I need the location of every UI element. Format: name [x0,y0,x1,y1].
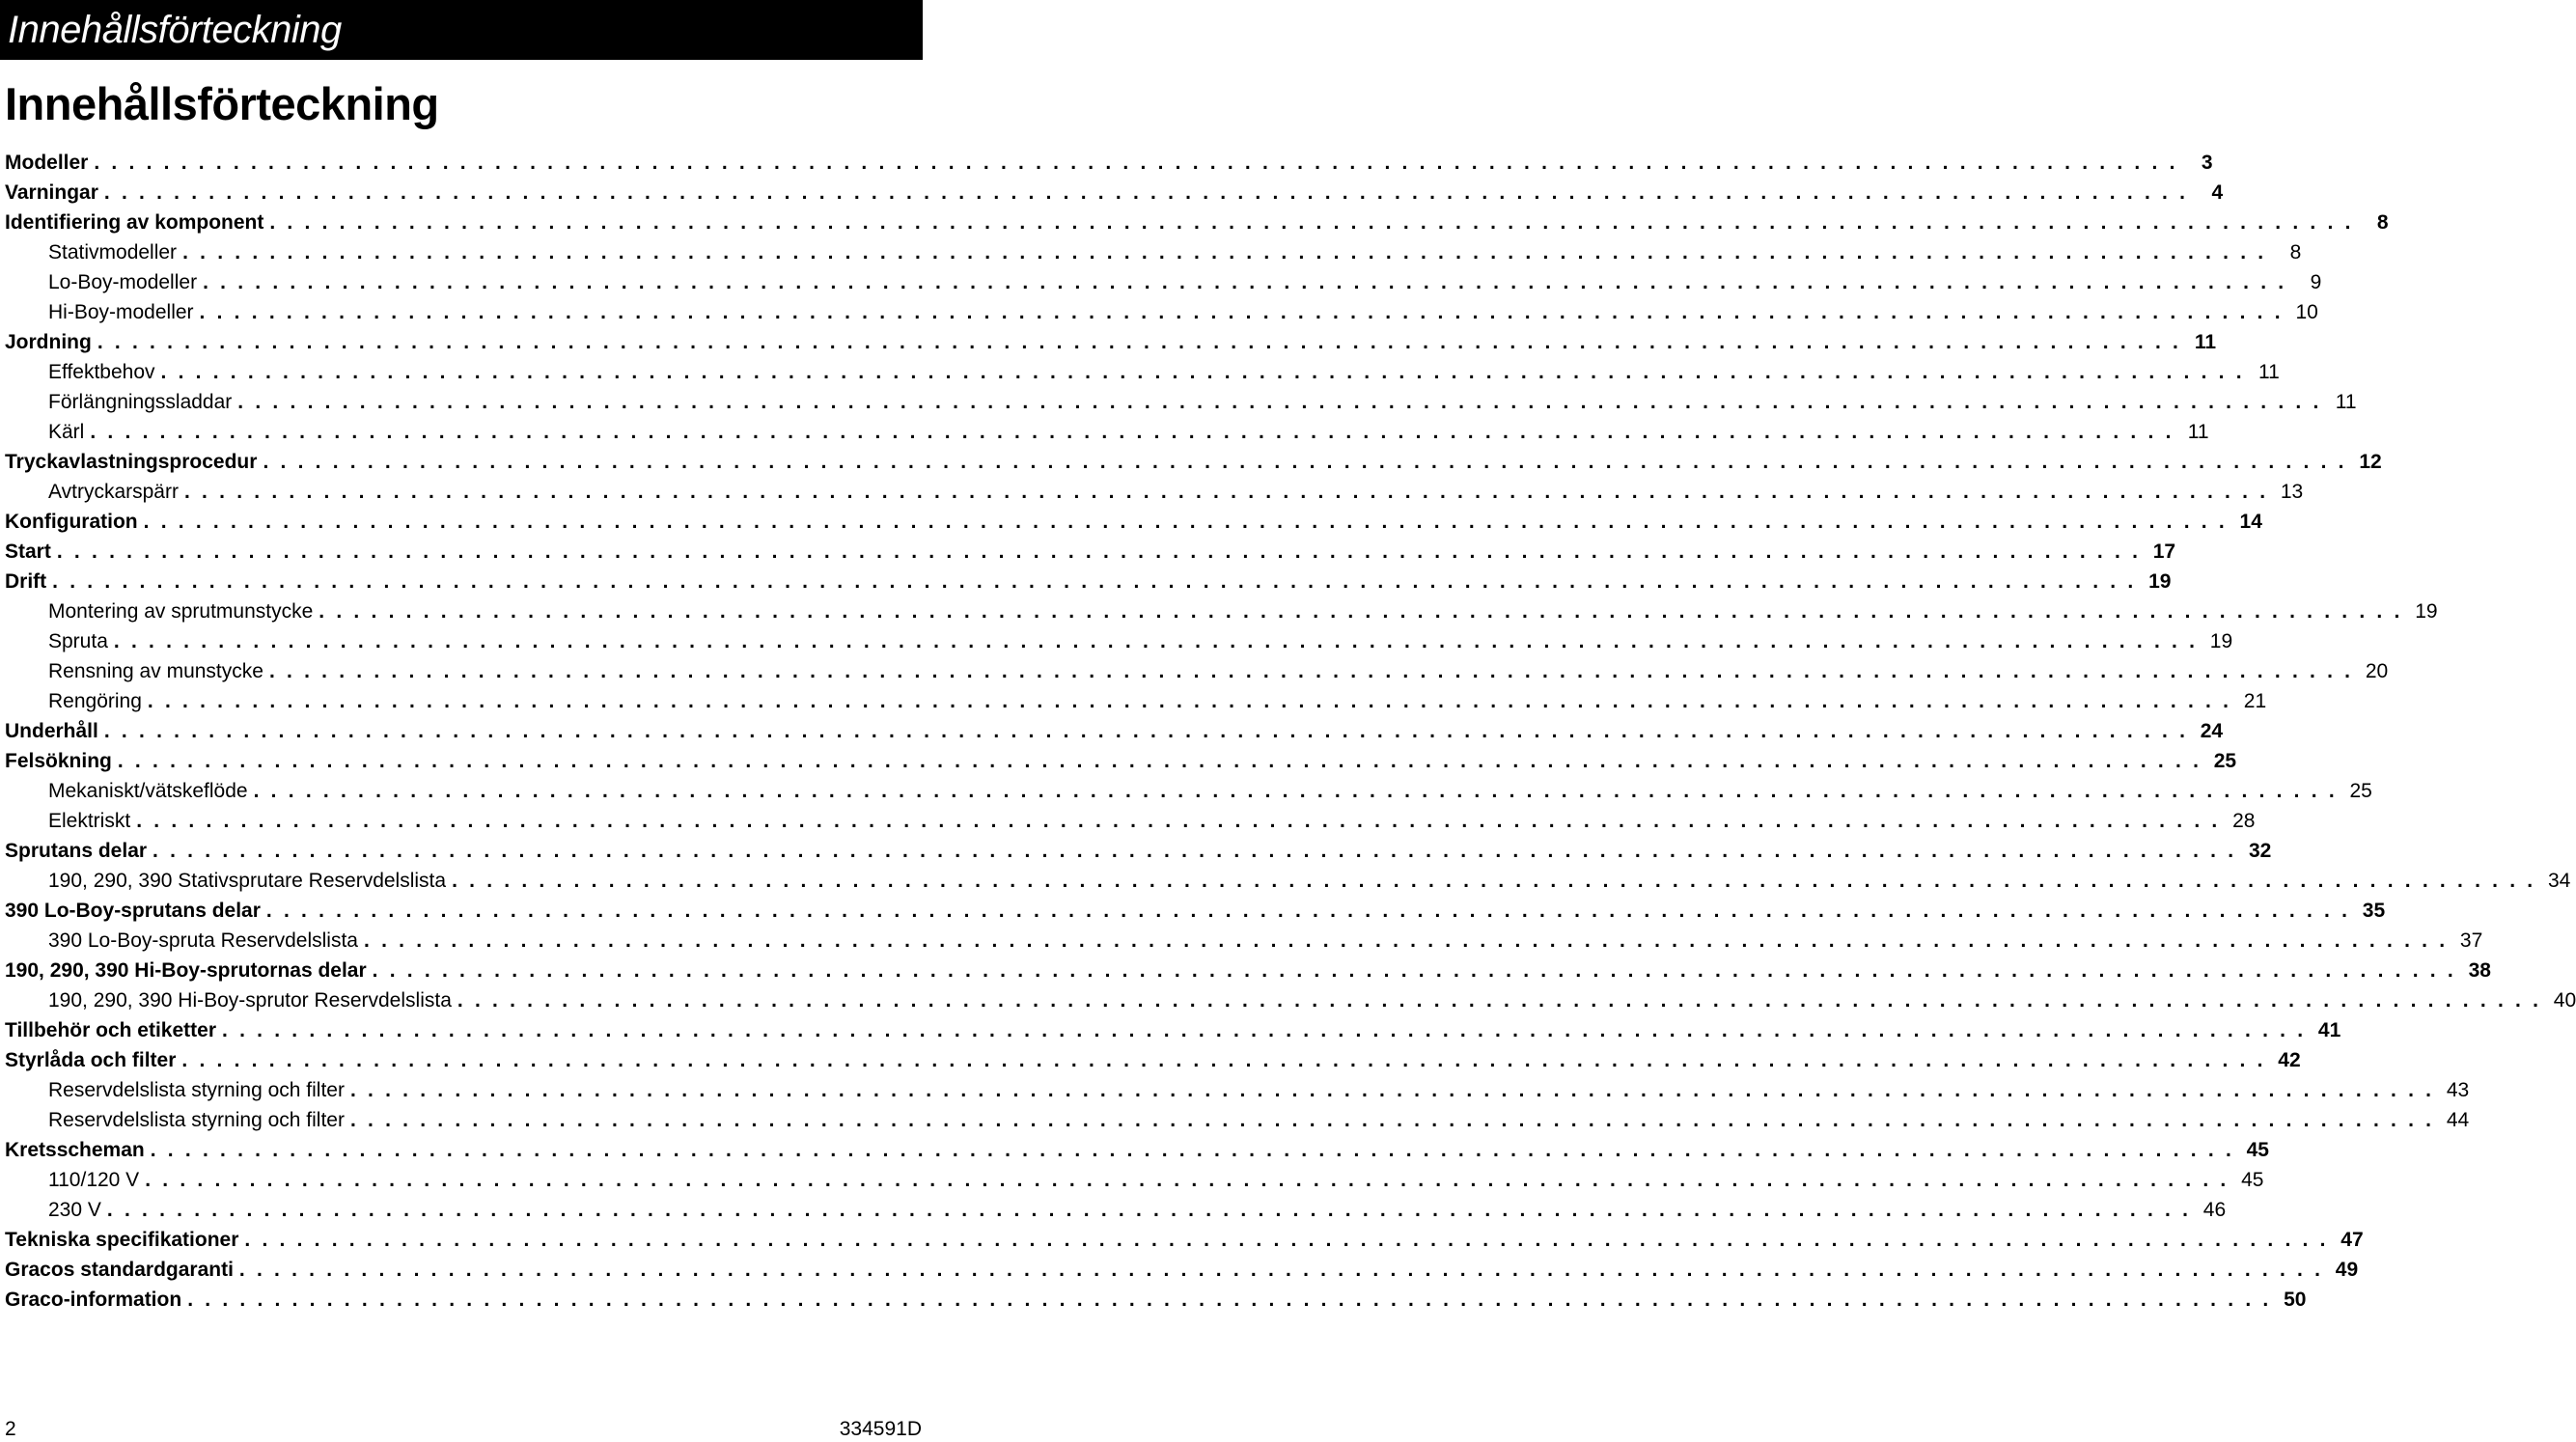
header-title: Innehållsförteckning [8,9,342,51]
toc-entry-page: 40 [2553,989,2576,1012]
toc-entry[interactable] [5,746,2237,776]
toc-entry-page: 11 [2187,421,2209,443]
toc-entry[interactable] [5,447,2382,477]
toc-entry[interactable] [5,477,2304,507]
toc-entry-page: 45 [2241,1169,2264,1191]
toc-entry-label: Gracos standardgaranti [5,1259,234,1281]
toc-entry-label: Spruta [48,630,108,652]
toc-dot-leader: . . . . . . . . . . . . . . . . . . . . . . . . . . . . . . . . . . . . . . . . . . . . . . . . . . . . . . . . . . . . . . . . . . . . . . . . . . . . . . . . . . . . . . . . . . . . . . . . . . . . . . . . . . . . . . . . . . . . . . . . [160,361,2245,383]
toc-entry[interactable] [5,956,2491,985]
toc-entry-label: Stativmodeller [48,241,178,263]
toc-entry[interactable] [5,1135,2269,1165]
toc-entry-label: 190, 290, 390 Stativsprutare Reservdelslista [48,870,447,892]
toc-entry-label: Jordning [5,331,92,353]
toc-entry[interactable] [5,896,2386,926]
toc-entry-label: Graco-information [5,1289,182,1311]
toc-entry-label: Reservdelslista styrning och filter [48,1109,345,1131]
toc-entry-page: 45 [2246,1139,2269,1161]
toc-entry-page: 11 [2194,331,2217,353]
toc-dot-leader: . . . . . . . . . . . . . . . . . . . . . . . . . . . . . . . . . . . . . . . . . . . . . . . . . . . . . . . . . . . . . . . . . . . . . . . . . . . . . . . . . . . . . . . . . . . . . . . . . . . . . . . . . . . . . . . . . . . . . . . . [237,391,2322,413]
toc-entry[interactable] [5,1225,2364,1255]
toc-entry-page: 34 [2547,870,2571,892]
toc-dot-leader: . . . . . . . . . . . . . . . . . . . . . . . . . . . . . . . . . . . . . . . . . . . . . . . . . . . . . . . . . . . . . . . . . . . . . . . . . . . . . . . . . . . . . . . . . . . . . . . . . . . . . . . . . . . . . . . . . . . . . . . . [244,1229,2329,1251]
toc-dot-leader: . . . . . . . . . . . . . . . . . . . . . . . . . . . . . . . . . . . . . . . . . . . . . . . . . . . . . . . . . . . . . . . . . . . . . . . . . . . . . . . . . . . . . . . . . . . . . . . . . . . . . . . . . . . . . . . . . . . . . . . . [143,511,2228,533]
toc-dot-leader: . . . . . . . . . . . . . . . . . . . . . . . . . . . . . . . . . . . . . . . . . . . . . . . . . . . . . . . . . . . . . . . . . . . . . . . . . . . . . . . . . . . . . . . . . . . . . . . . . . . . . . . . . . . . . . . . . . . . . . . . [56,541,2142,563]
toc-dot-leader: . . . . . . . . . . . . . . . . . . . . . . . . . . . . . . . . . . . . . . . . . . . . . . . . . . . . . . . . . . . . . . . . . . . . . . . . . . . . . . . . . . . . . . . . . . . . . . . . . . . . . . . . . . . . . . . . . . . . . . . . [94,152,2178,174]
toc-entry-page: 9 [2310,271,2322,293]
toc-dot-leader: . . . . . . . . . . . . . . . . . . . . . . . . . . . . . . . . . . . . . . . . . . . . . . . . . . . . . . . . . . . . . . . . . . . . . . . . . . . . . . . . . . . . . . . . . . . . . . . . . . . . . . . . . . . . . . . . . . . . . . . . [199,301,2284,323]
toc-entry[interactable] [5,327,2217,357]
toc-entry[interactable] [5,148,2213,178]
toc-dot-leader: . . . . . . . . . . . . . . . . . . . . . . . . . . . . . . . . . . . . . . . . . . . . . . . . . . . . . . . . . . . . . . . . . . . . . . . . . . . . . . . . . . . . . . . . . . . . . . . . . . . . . . . . . . . . . . . . . . . . . . . . [203,271,2287,293]
toc-dot-leader: . . . . . . . . . . . . . . . . . . . . . . . . . . . . . . . . . . . . . . . . . . . . . . . . . . . . . . . . . . . . . . . . . . . . . . . . . . . . . . . . . . . . . . . . . . . . . . . . . . . . . . . . . . . . . . . . . . . . . . . . [268,660,2354,682]
toc-entry-label: Rengöring [48,690,142,712]
toc-entry[interactable] [5,1195,2227,1225]
toc-dot-leader: . . . . . . . . . . . . . . . . . . . . . . . . . . . . . . . . . . . . . . . . . . . . . . . . . . . . . . . . . . . . . . . . . . . . . . . . . . . . . . . . . . . . . . . . . . . . . . . . . . . . . . . . . . . . . . . . . . . . . . . . [263,451,2347,473]
toc-entry-page: 38 [2468,959,2491,982]
toc-entry-page: 19 [2148,570,2172,593]
toc-entry-page: 12 [2359,451,2382,473]
toc-entry[interactable] [5,1105,2470,1135]
toc-entry-page: 25 [2349,780,2372,802]
toc-entry-label: Reservdelslista styrning och filter [48,1079,345,1101]
toc-entry[interactable] [5,1015,2341,1045]
toc-entry-page: 47 [2341,1229,2364,1251]
toc-entry-label: Förlängningssladdar [48,391,233,413]
toc-entry-label: Kretsscheman [5,1139,145,1161]
toc-dot-leader: . . . . . . . . . . . . . . . . . . . . . . . . . . . . . . . . . . . . . . . . . . . . . . . . . . . . . . . . . . . . . . . . . . . . . . . . . . . . . . . . . . . . . . . . . . . . . . . . . . . . . . . . . . . . . . . . . . . . . . . . [103,720,2189,742]
toc-entry[interactable] [5,208,2389,237]
toc-entry-label: 230 V [48,1199,101,1221]
toc-entry-page: 10 [2295,301,2318,323]
toc-entry-page: 41 [2317,1019,2341,1041]
toc-dot-leader: . . . . . . . . . . . . . . . . . . . . . . . . . . . . . . . . . . . . . . . . . . . . . . . . . . . . . . . . . . . . . . . . . . . . . . . . . . . . . . . . . . . . . . . . . . . . . . . . . . . . . . . . . . . . . . . . . . . . . . . . [90,421,2174,443]
toc-dot-leader: . . . . . . . . . . . . . . . . . . . . . . . . . . . . . . . . . . . . . . . . . . . . . . . . . . . . . . . . . . . . . . . . . . . . . . . . . . . . . . . . . . . . . . . . . . . . . . . . . . . . . . . . . . . . . . . . . . . . . . . . [182,241,2267,263]
toc-entry-page: 4 [2211,181,2224,204]
toc-entry-label: Tekniska specifikationer [5,1229,239,1251]
toc-entry-label: Varningar [5,181,98,204]
toc-dot-leader: . . . . . . . . . . . . . . . . . . . . . . . . . . . . . . . . . . . . . . . . . . . . . . . . . . . . . . . . . . . . . . . . . . . . . . . . . . . . . . . . . . . . . . . . . . . . . . . . . . . . . . . . . . . . . . . . . . . . . . . . [372,959,2456,982]
toc-entry[interactable] [5,1045,2301,1075]
toc-entry-page: 28 [2232,810,2256,832]
toc-entry-page: 21 [2243,690,2267,712]
toc-entry-page: 49 [2335,1259,2359,1281]
toc-entry[interactable] [5,926,2483,956]
page-number: 2 [5,1418,16,1440]
toc-entry[interactable] [5,1165,2264,1195]
toc-entry-page: 43 [2446,1079,2470,1101]
toc-dot-leader: . . . . . . . . . . . . . . . . . . . . . . . . . . . . . . . . . . . . . . . . . . . . . . . . . . . . . . . . . . . . . . . . . . . . . . . . . . . . . . . . . . . . . . . . . . . . . . . . . . . . . . . . . . . . . . . . . . . . . . . . [106,1199,2192,1221]
toc-entry[interactable] [5,806,2256,836]
toc-entry-label: Modeller [5,152,89,174]
toc-entry-label: Hi-Boy-modeller [48,301,194,323]
toc-dot-leader: . . . . . . . . . . . . . . . . . . . . . . . . . . . . . . . . . . . . . . . . . . . . . . . . . . . . . . . . . . . . . . . . . . . . . . . . . . . . . . . . . . . . . . . . . . . . . . . . . . . . . . . . . . . . . . . . . . . . . . . . [136,810,2221,832]
toc-entry-label: 190, 290, 390 Hi-Boy-sprutor Reservdelslista [48,989,452,1012]
toc-entry-label: Rensning av munstycke [48,660,263,682]
toc-dot-leader: . . . . . . . . . . . . . . . . . . . . . . . . . . . . . . . . . . . . . . . . . . . . . . . . . . . . . . . . . . . . . . . . . . . . . . . . . . . . . . . . . . . . . . . . . . . . . . . . . . . . . . . . . . . . . . . . . . . . . . . . [452,870,2536,892]
toc-entry-page: 17 [2152,541,2176,563]
toc-dot-leader: . . . . . . . . . . . . . . . . . . . . . . . . . . . . . . . . . . . . . . . . . . . . . . . . . . . . . . . . . . . . . . . . . . . . . . . . . . . . . . . . . . . . . . . . . . . . . . . . . . . . . . . . . . . . . . . . . . . . . . . . [97,331,2182,353]
toc-entry-page: 25 [2213,750,2237,772]
toc-dot-leader: . . . . . . . . . . . . . . . . . . . . . . . . . . . . . . . . . . . . . . . . . . . . . . . . . . . . . . . . . . . . . . . . . . . . . . . . . . . . . . . . . . . . . . . . . . . . . . . . . . . . . . . . . . . . . . . . . . . . . . . . [319,600,2403,623]
toc-dot-leader: . . . . . . . . . . . . . . . . . . . . . . . . . . . . . . . . . . . . . . . . . . . . . . . . . . . . . . . . . . . . . . . . . . . . . . . . . . . . . . . . . . . . . . . . . . . . . . . . . . . . . . . . . . . . . . . . . . . . . . . . [269,211,2354,234]
toc-entry-page: 46 [2202,1199,2227,1221]
toc-entry-label: Effektbehov [48,361,155,383]
toc-dot-leader: . . . . . . . . . . . . . . . . . . . . . . . . . . . . . . . . . . . . . . . . . . . . . . . . . . . . . . . . . . . . . . . . . . . . . . . . . . . . . . . . . . . . . . . . . . . . . . . . . . . . . . . . . . . . . . . . . . . . . . . . [222,1019,2307,1041]
toc-entry[interactable] [5,417,2209,447]
toc-entry[interactable] [5,297,2318,327]
toc-dot-leader: . . . . . . . . . . . . . . . . . . . . . . . . . . . . . . . . . . . . . . . . . . . . . . . . . . . . . . . . . . . . . . . . . . . . . . . . . . . . . . . . . . . . . . . . . . . . . . . . . . . . . . . . . . . . . . . . . . . . . . . . [187,1289,2272,1311]
toc-entry-label: Styrlåda och filter [5,1049,177,1071]
toc-entry-label: 390 Lo-Boy-spruta Reservdelslista [48,929,358,952]
toc-entry-label: Lo-Boy-modeller [48,271,198,293]
toc-entry-label: Montering av sprutmunstycke [48,600,314,623]
toc-dot-leader: . . . . . . . . . . . . . . . . . . . . . . . . . . . . . . . . . . . . . . . . . . . . . . . . . . . . . . . . . . . . . . . . . . . . . . . . . . . . . . . . . . . . . . . . . . . . . . . . . . . . . . . . . . . . . . . . . . . . . . . . [238,1259,2324,1281]
table-of-contents [5,148,2576,1315]
toc-entry[interactable] [5,178,2224,208]
toc-entry[interactable] [5,1255,2359,1285]
toc-entry-page: 50 [2284,1289,2307,1311]
toc-entry-page: 35 [2362,900,2386,922]
toc-entry-page: 44 [2446,1109,2470,1131]
toc-entry[interactable] [5,985,2576,1015]
toc-entry[interactable] [5,507,2262,537]
toc-entry[interactable] [5,596,2438,626]
toc-entry-page: 11 [2335,391,2357,413]
toc-entry-label: Elektriskt [48,810,131,832]
toc-dot-leader: . . . . . . . . . . . . . . . . . . . . . . . . . . . . . . . . . . . . . . . . . . . . . . . . . . . . . . . . . . . . . . . . . . . . . . . . . . . . . . . . . . . . . . . . . . . . . . . . . . . . . . . . . . . . . . . . . . . . . . . . [52,570,2137,593]
toc-entry-page: 14 [2239,511,2262,533]
toc-entry-page: 3 [2201,152,2213,174]
toc-entry-label: Sprutans delar [5,840,148,862]
toc-entry[interactable] [5,1285,2307,1315]
toc-dot-leader: . . . . . . . . . . . . . . . . . . . . . . . . . . . . . . . . . . . . . . . . . . . . . . . . . . . . . . . . . . . . . . . . . . . . . . . . . . . . . . . . . . . . . . . . . . . . . . . . . . . . . . . . . . . . . . . . . . . . . . . . [152,840,2237,862]
toc-entry-label: 390 Lo-Boy-sprutans delar [5,900,261,922]
toc-entry-page: 19 [2209,630,2233,652]
toc-entry[interactable] [5,776,2372,806]
toc-entry-page: 42 [2278,1049,2301,1071]
toc-entry[interactable] [5,656,2389,686]
toc-entry-label: Kärl [48,421,85,443]
toc-entry[interactable] [5,567,2172,596]
toc-entry[interactable] [5,836,2272,866]
toc-entry-label: Identifiering av komponent [5,211,264,234]
toc-dot-leader: . . . . . . . . . . . . . . . . . . . . . . . . . . . . . . . . . . . . . . . . . . . . . . . . . . . . . . . . . . . . . . . . . . . . . . . . . . . . . . . . . . . . . . . . . . . . . . . . . . . . . . . . . . . . . . . . . . . . . . . . [103,181,2189,204]
toc-dot-leader: . . . . . . . . . . . . . . . . . . . . . . . . . . . . . . . . . . . . . . . . . . . . . . . . . . . . . . . . . . . . . . . . . . . . . . . . . . . . . . . . . . . . . . . . . . . . . . . . . . . . . . . . . . . . . . . . . . . . . . . . [117,750,2202,772]
toc-entry-label: 110/120 V [48,1169,140,1191]
toc-entry-page: 20 [2365,660,2389,682]
toc-dot-leader: . . . . . . . . . . . . . . . . . . . . . . . . . . . . . . . . . . . . . . . . . . . . . . . . . . . . . . . . . . . . . . . . . . . . . . . . . . . . . . . . . . . . . . . . . . . . . . . . . . . . . . . . . . . . . . . . . . . . . . . . [113,630,2199,652]
toc-dot-leader: . . . . . . . . . . . . . . . . . . . . . . . . . . . . . . . . . . . . . . . . . . . . . . . . . . . . . . . . . . . . . . . . . . . . . . . . . . . . . . . . . . . . . . . . . . . . . . . . . . . . . . . . . . . . . . . . . . . . . . . . [150,1139,2234,1161]
toc-entry-page: 8 [2289,241,2302,263]
toc-dot-leader: . . . . . . . . . . . . . . . . . . . . . . . . . . . . . . . . . . . . . . . . . . . . . . . . . . . . . . . . . . . . . . . . . . . . . . . . . . . . . . . . . . . . . . . . . . . . . . . . . . . . . . . . . . . . . . . . . . . . . . . . [265,900,2351,922]
toc-dot-leader: . . . . . . . . . . . . . . . . . . . . . . . . . . . . . . . . . . . . . . . . . . . . . . . . . . . . . . . . . . . . . . . . . . . . . . . . . . . . . . . . . . . . . . . . . . . . . . . . . . . . . . . . . . . . . . . . . . . . . . . . [147,690,2232,712]
toc-entry[interactable] [5,537,2176,567]
toc-entry[interactable] [5,357,2280,387]
toc-entry[interactable] [5,387,2357,417]
toc-dot-leader: . . . . . . . . . . . . . . . . . . . . . . . . . . . . . . . . . . . . . . . . . . . . . . . . . . . . . . . . . . . . . . . . . . . . . . . . . . . . . . . . . . . . . . . . . . . . . . . . . . . . . . . . . . . . . . . . . . . . . . . . [349,1079,2435,1101]
document-id: 334591D [839,1418,922,1440]
toc-dot-leader: . . . . . . . . . . . . . . . . . . . . . . . . . . . . . . . . . . . . . . . . . . . . . . . . . . . . . . . . . . . . . . . . . . . . . . . . . . . . . . . . . . . . . . . . . . . . . . . . . . . . . . . . . . . . . . . . . . . . . . . . [145,1169,2230,1191]
toc-entry-page: 11 [2257,361,2280,383]
toc-entry[interactable] [5,626,2233,656]
toc-dot-leader: . . . . . . . . . . . . . . . . . . . . . . . . . . . . . . . . . . . . . . . . . . . . . . . . . . . . . . . . . . . . . . . . . . . . . . . . . . . . . . . . . . . . . . . . . . . . . . . . . . . . . . . . . . . . . . . . . . . . . . . . [181,1049,2266,1071]
toc-entry-page: 8 [2376,211,2389,234]
toc-entry-page: 32 [2248,840,2272,862]
toc-entry-label: Konfiguration [5,511,138,533]
toc-entry[interactable] [5,716,2224,746]
toc-dot-leader: . . . . . . . . . . . . . . . . . . . . . . . . . . . . . . . . . . . . . . . . . . . . . . . . . . . . . . . . . . . . . . . . . . . . . . . . . . . . . . . . . . . . . . . . . . . . . . . . . . . . . . . . . . . . . . . . . . . . . . . . [253,780,2338,802]
header-bar [0,0,923,60]
toc-dot-leader: . . . . . . . . . . . . . . . . . . . . . . . . . . . . . . . . . . . . . . . . . . . . . . . . . . . . . . . . . . . . . . . . . . . . . . . . . . . . . . . . . . . . . . . . . . . . . . . . . . . . . . . . . . . . . . . . . . . . . . . . [183,481,2269,503]
toc-dot-leader: . . . . . . . . . . . . . . . . . . . . . . . . . . . . . . . . . . . . . . . . . . . . . . . . . . . . . . . . . . . . . . . . . . . . . . . . . . . . . . . . . . . . . . . . . . . . . . . . . . . . . . . . . . . . . . . . . . . . . . . . [457,989,2542,1012]
toc-entry-page: 19 [2415,600,2438,623]
toc-entry[interactable] [5,686,2267,716]
toc-entry-label: Tryckavlastningsprocedur [5,451,258,473]
toc-entry-label: Avtryckarspärr [48,481,179,503]
toc-entry-label: Drift [5,570,47,593]
page-title: Innehållsförteckning [5,78,439,129]
toc-entry-label: Tillbehör och etiketter [5,1019,216,1041]
toc-entry-label: Mekaniskt/vätskeflöde [48,780,248,802]
toc-entry[interactable] [5,866,2571,896]
toc-entry[interactable] [5,1075,2470,1105]
toc-entry[interactable] [5,237,2302,267]
toc-entry-page: 37 [2459,929,2483,952]
toc-entry-label: Start [5,541,51,563]
toc-dot-leader: . . . . . . . . . . . . . . . . . . . . . . . . . . . . . . . . . . . . . . . . . . . . . . . . . . . . . . . . . . . . . . . . . . . . . . . . . . . . . . . . . . . . . . . . . . . . . . . . . . . . . . . . . . . . . . . . . . . . . . . . [349,1109,2435,1131]
toc-entry-label: Felsökning [5,750,112,772]
toc-entry-page: 24 [2200,720,2224,742]
toc-entry-page: 13 [2280,481,2304,503]
toc-entry[interactable] [5,267,2322,297]
toc-dot-leader: . . . . . . . . . . . . . . . . . . . . . . . . . . . . . . . . . . . . . . . . . . . . . . . . . . . . . . . . . . . . . . . . . . . . . . . . . . . . . . . . . . . . . . . . . . . . . . . . . . . . . . . . . . . . . . . . . . . . . . . . [364,929,2449,952]
toc-entry-label: 190, 290, 390 Hi-Boy-sprutornas delar [5,959,367,982]
toc-entry-label: Underhåll [5,720,98,742]
